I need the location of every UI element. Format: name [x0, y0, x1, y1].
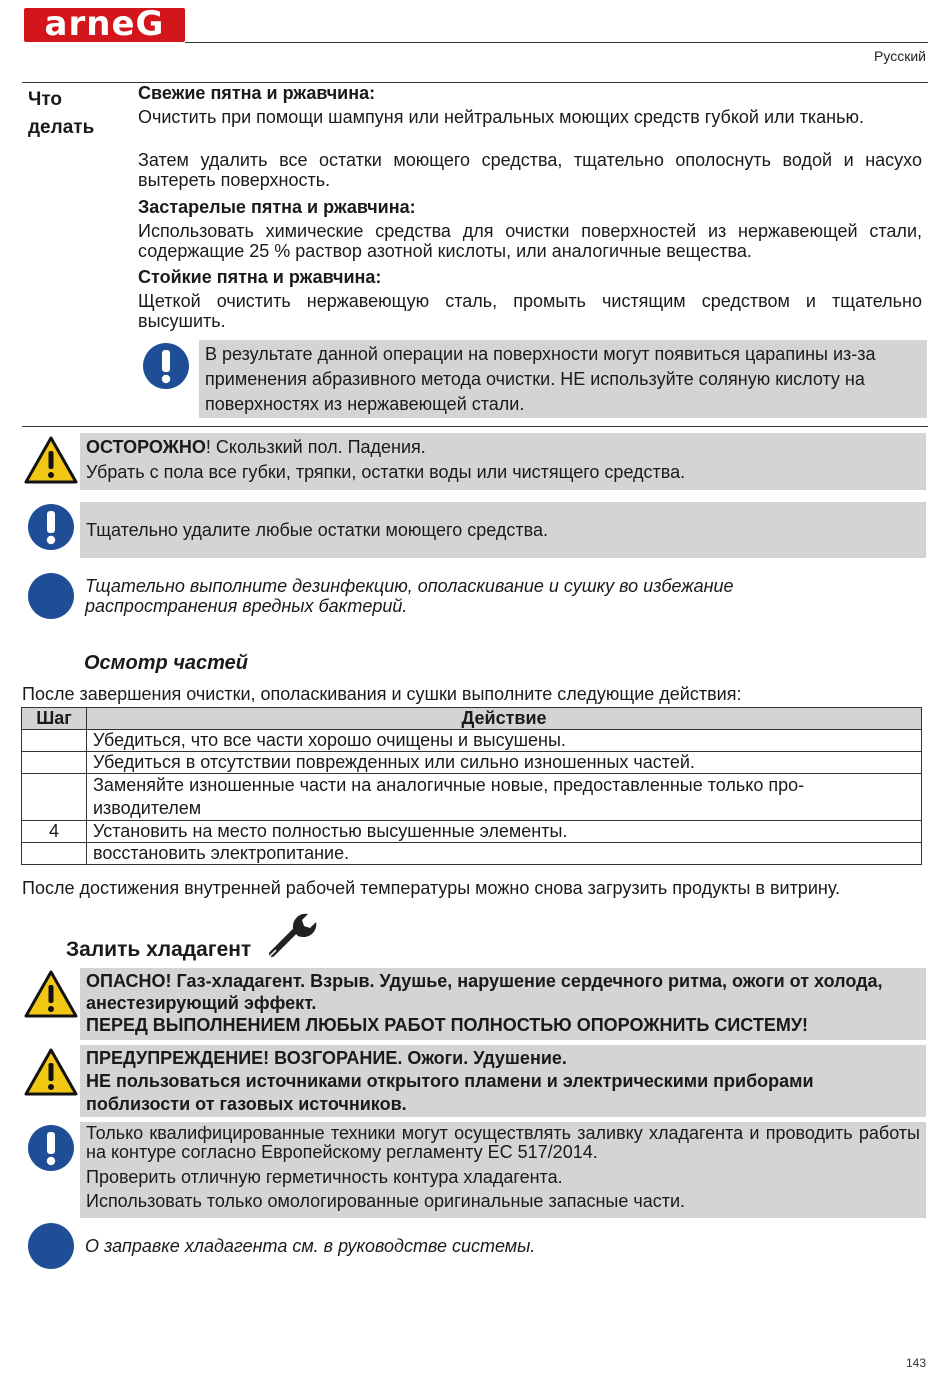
arneg-logo	[24, 4, 185, 44]
col-step: Шаг	[22, 708, 87, 730]
qualified-p2: Проверить отличную герметичность контура хладагента.	[86, 1167, 563, 1187]
warning-line-1: ПРЕДУПРЕЖДЕНИЕ! ВОЗГОРАНИЕ. Ожоги. Удушение.	[86, 1048, 567, 1068]
abrasive-note: В результате данной операции на поверхности могут появиться царапины из-за применения абразивного метода очистки. НЕ используйте соляную кислоту на поверхностях из нержавеющей стали.	[199, 340, 927, 418]
action-cell: Убедиться, что все части хорошо очищены и высушены.	[87, 730, 922, 752]
col-action: Действие	[87, 708, 922, 730]
qualified-technicians-box	[80, 1122, 926, 1218]
page-number: 143	[905, 1356, 926, 1370]
disinfection-note: Тщательно выполните дезинфекцию, ополаскивание и сушку во избежание распространения вредных бактерий.	[85, 576, 734, 616]
stubborn-stains-title: Стойкие пятна и ржавчина:	[138, 267, 382, 287]
fresh-stains-p1: Очистить при помощи шампуня или нейтральных моющих средств губкой или тканью.	[138, 107, 864, 127]
caution-bold: ОСТОРОЖНО	[86, 437, 206, 457]
manual-note: О заправке хладагента см. в руководстве системы.	[85, 1236, 536, 1256]
label-line-2: делать	[28, 117, 95, 138]
step-cell	[22, 774, 87, 821]
steps-table	[21, 707, 922, 865]
warning-triangle-icon	[24, 436, 78, 484]
danger-refrigerant-box	[80, 968, 926, 1040]
exclamation-icon	[27, 1124, 75, 1172]
table-row	[22, 752, 922, 774]
inspection-intro: После завершения очистки, ополаскивания и сушки выполните следующие действия:	[22, 684, 742, 704]
table-row	[22, 821, 922, 843]
remove-residue-box: Тщательно удалите любые остатки моющего средства.	[80, 502, 926, 558]
exclamation-icon	[27, 503, 75, 551]
fire-warning-box	[80, 1045, 926, 1117]
qualified-p3: Использовать только омологированные оригинальные запасные части.	[86, 1191, 686, 1211]
step-cell	[22, 843, 87, 865]
info-circle-icon	[27, 572, 75, 620]
inspection-title: Осмотр частей	[84, 652, 249, 674]
refrigerant-title: Залить хладагент	[66, 938, 252, 961]
logo-text: arneG	[44, 4, 165, 44]
fresh-stains-title: Свежие пятна и ржавчина:	[138, 83, 376, 103]
inspection-outro: После достижения внутренней рабочей температуры можно снова загрузить продукты в витрину.	[22, 878, 841, 898]
danger-line-2: ПЕРЕД ВЫПОЛНЕНИЕМ ЛЮБЫХ РАБОТ ПОЛНОСТЬЮ ОПОРОЖНИТЬ СИСТЕМУ!	[86, 1015, 809, 1035]
action-cell: Заменяйте изношенные части на аналогичные новые, предоставленные только про-изводителем	[87, 774, 922, 821]
action-cell: Убедиться в отсутствии поврежденных или сильно изношенных частей.	[87, 752, 922, 774]
section-rule-bottom	[22, 426, 928, 427]
wrench-icon	[266, 908, 318, 960]
label-line-1: Что	[28, 89, 63, 110]
stubborn-stains-p: Щеткой очистить нержавеющую сталь, промыть чистящим средством и тщательно высушить.	[138, 291, 922, 331]
warning-triangle-icon	[24, 970, 78, 1018]
danger-line-1: ОПАСНО! Газ-хладагент. Взрыв. Удушье, нарушение сердечного ритма, ожоги от холода, анестезирующий эффект.	[86, 971, 883, 1013]
language-label: Русский	[874, 48, 926, 64]
exclamation-icon	[142, 342, 190, 390]
table-row	[22, 774, 922, 821]
qualified-p1: Только квалифицированные техники могут осуществлять заливку хладагента и проводить работы на контуре согласно Европейскому регламенту ЕС 517/2014.	[86, 1123, 920, 1162]
step-cell	[22, 730, 87, 752]
warning-triangle-icon	[24, 1048, 78, 1096]
caution-line-2: Убрать с пола все губки, тряпки, остатки воды или чистящего средства.	[86, 462, 686, 482]
fresh-stains-p2: Затем удалить все остатки моющего средства, тщательно ополоснуть водой и насухо вытереть поверхность.	[138, 150, 922, 190]
warning-line-2: НЕ пользоваться источниками открытого пламени и электрическими приборами поблизости от газовых источников.	[86, 1071, 814, 1114]
step-cell	[22, 752, 87, 774]
caution-slippery-box	[80, 433, 926, 490]
step-cell: 4	[22, 821, 87, 843]
caution-rest: ! Скользкий пол. Падения.	[205, 437, 426, 457]
header-rule	[185, 42, 928, 43]
action-cell: восстановить электропитание.	[87, 843, 922, 865]
table-row	[22, 730, 922, 752]
table-row	[22, 843, 922, 865]
old-stains-p: Использовать химические средства для очистки поверхностей из нержавеющей стали, содержащие 25 % раствор азотной кислоты, или аналогичные вещества.	[138, 221, 922, 261]
info-circle-icon	[27, 1222, 75, 1270]
old-stains-title: Застарелые пятна и ржавчина:	[138, 197, 416, 217]
what-to-do-label	[28, 86, 128, 142]
action-cell: Установить на место полностью высушенные элементы.	[87, 821, 922, 843]
table-header-row	[22, 708, 922, 730]
